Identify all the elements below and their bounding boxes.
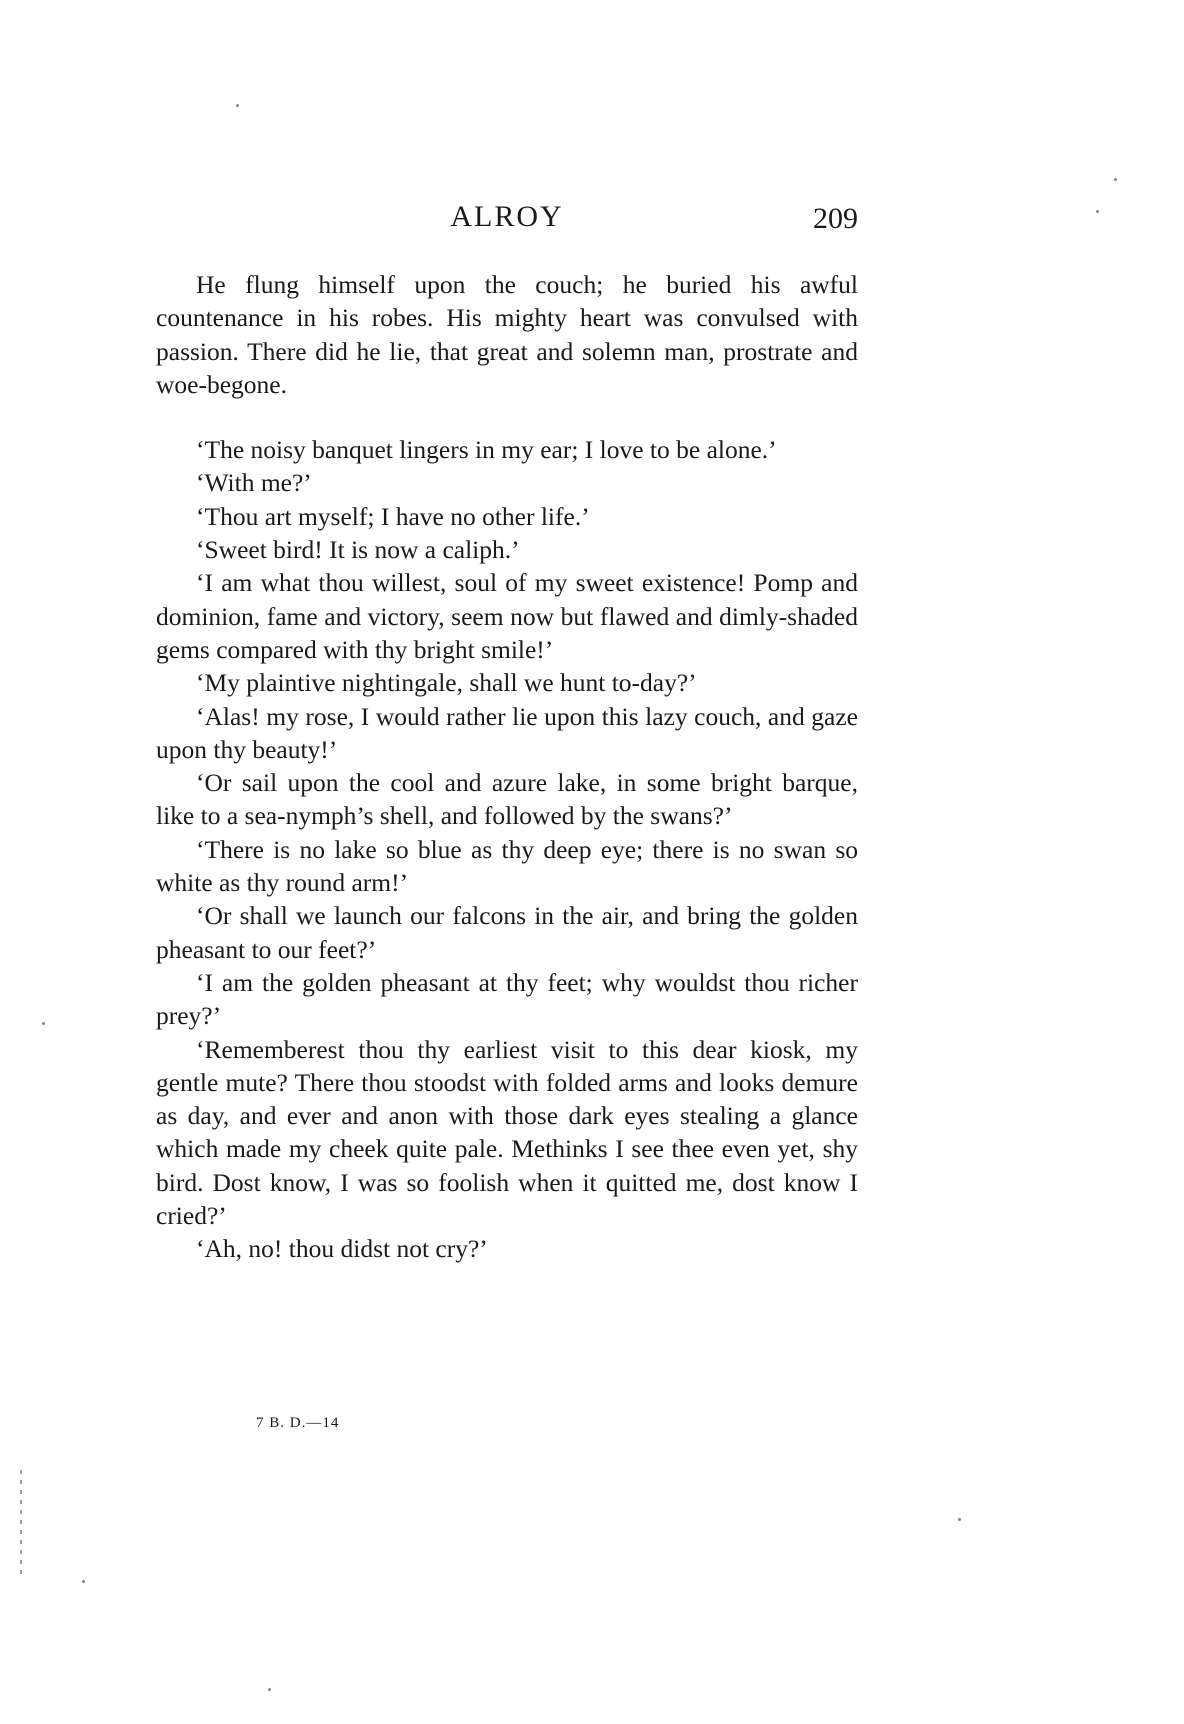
page-number: 209 [813, 202, 858, 235]
paragraph: ‘Rememberest thou thy earliest visit to this dear kiosk, my gentle mute? There thou stoodst with folded arms and looks demure as day, and ever and anon with those dark eyes stealing a glance which made my cheek quite pale. Methinks I see thee even yet, shy bird. Dost know, I was so foolish when it quitted me, dost know I cried?’ [156, 1034, 858, 1231]
paragraph: ‘There is no lake so blue as thy deep eye; there is no swan so white as thy round arm!’ [156, 834, 858, 898]
paper-speck [236, 104, 239, 107]
paper-speck [268, 1688, 271, 1691]
paragraph: ‘Sweet bird! It is now a caliph.’ [196, 535, 520, 565]
paragraph: ‘Ah, no! thou didst not cry?’ [196, 1234, 488, 1264]
paragraph: ‘Alas! my rose, I would rather lie upon this lazy couch, and gaze upon thy beauty!’ [156, 701, 858, 764]
paper-speck [958, 1518, 961, 1521]
page-edge-marks [20, 1470, 22, 1580]
printer-signature: 7 B. D.—14 [256, 1415, 340, 1431]
paragraph: ‘My plaintive nightingale, shall we hunt to-day?’ [196, 668, 697, 698]
paper-speck [1114, 178, 1117, 181]
paragraph: ‘Or sail upon the cool and azure lake, in some bright barque, like to a sea-nymph’s shell, and followed by the swans?’ [156, 768, 858, 831]
paragraph: He flung himself upon the couch; he buried his awful countenance in his robes. His mighty heart was convulsed with passion. There did he lie, that great and solemn man, prostrate and woe-begone. [156, 270, 858, 399]
paper-speck [1096, 210, 1099, 213]
paragraph: ‘Thou art myself; I have no other life.’ [196, 501, 590, 531]
body-text [156, 268, 858, 1266]
paragraph: ‘I am the golden pheasant at thy feet; why wouldst thou richer prey?’ [156, 967, 858, 1031]
running-title: ALROY [450, 200, 564, 233]
paragraph: ‘With me?’ [196, 468, 312, 498]
paragraph: ‘I am what thou willest, soul of my sweet existence! Pomp and dominion, fame and victory, seem now but flawed and dimly-shaded gems compared with thy bright smile!’ [156, 568, 858, 664]
paper-speck [42, 1022, 45, 1025]
paper-speck [82, 1580, 85, 1583]
paragraph: ‘The noisy banquet lingers in my ear; I love to be alone.’ [196, 435, 777, 465]
running-head [156, 200, 858, 244]
paragraph: ‘Or shall we launch our falcons in the air, and bring the golden pheasant to our feet?’ [156, 901, 858, 964]
